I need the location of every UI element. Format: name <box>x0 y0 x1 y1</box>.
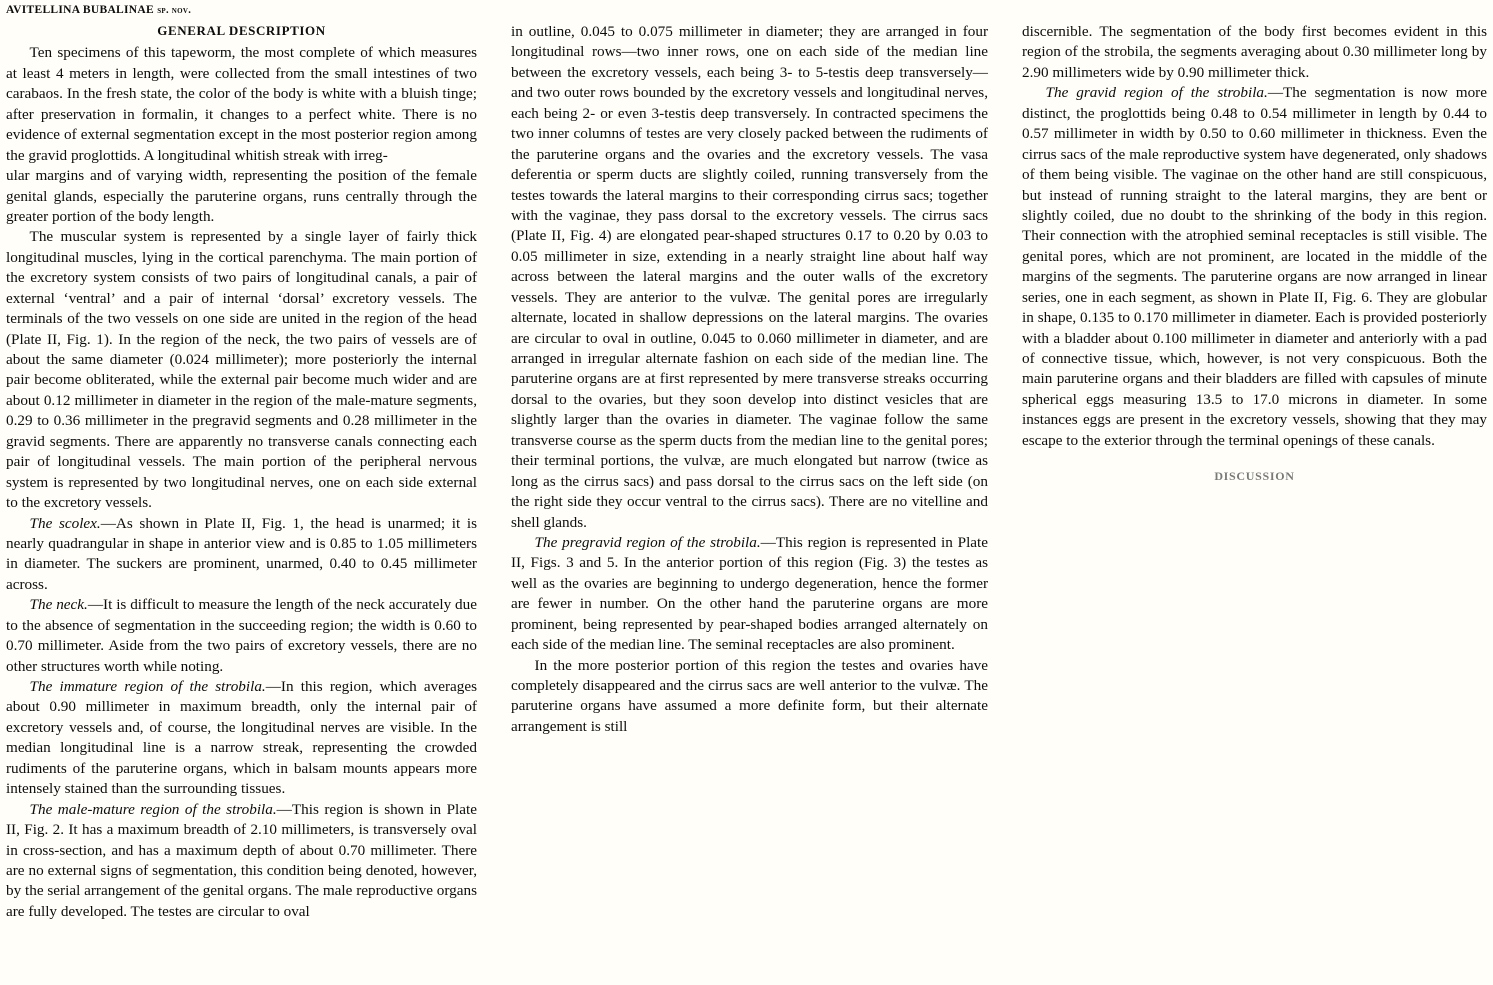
paragraph: in outline, 0.045 to 0.075 millimeter in diameter; they are arranged in four longitudinal rows—two inner rows, one on each side of the median line between the excretory vessels, each being 3- to 5-testis deep transversely—and two outer rows bounded by the excretory vessels and longitudinal nerves, each being 2- or even 3-testis deep transversely. In contracted specimens the two inner columns of testes are very closely packed between the rudiments of the paruterine organs and the ovaries and the excretory vessels. The vasa deferentia or sperm ducts are slightly coiled, running transversely from the testes towards the lateral margins to their corresponding cirrus sacs; together with the vaginae, they pass dorsal to the excretory vessels. The cirrus sacs (Plate II, Fig. 4) are elongated pear-shaped structures 0.17 to 0.20 by 0.03 to 0.05 millimeter in size, extending in a nearly straight line about half way across between the lateral margins and the outer walls of the excretory vessels. They are anterior to the vulvæ. The genital pores are irregularly alternate, located in shallow depressions on the lateral margins. The ovaries are circular to oval in outline, 0.045 to 0.060 millimeter in diameter, and are arranged in irregular alternate fashion on each side of the median line. The paruterine organs are at first represented by mere transverse streaks occurring dorsal to the ovaries, but they soon develop into distinct vesicles that are slightly larger than the ovaries in diameter. The vaginae follow the same transverse course as the sperm ducts from the median line to the genital pores; their terminal portions, the vulvæ, are much elongated but narrow (twice as long as the cirrus sacs) and pass dorsal to the cirrus sacs on the left side (on the right side they occur ventral to the cirrus sacs). There are no vitelline and shell glands. <box>511 23 988 531</box>
term-scolex: The scolex. <box>29 514 101 532</box>
column-1 <box>6 22 477 922</box>
running-head-suffix: sp. nov. <box>157 5 192 16</box>
running-head-species: AVITELLINA BUBALINAE <box>6 4 154 16</box>
running-head <box>6 4 191 16</box>
paragraph <box>6 595 477 677</box>
text-columns <box>6 22 1487 922</box>
discussion-heading: DISCUSSION <box>1214 469 1295 484</box>
paragraph <box>511 533 988 656</box>
paragraph-body: —In this region, which averages about 0.90 millimeter in maximum breadth, only the internal pair of excretory vessels and, of course, the longitudinal nerves are visible. In the median longitudinal line is a narrow streak, representing the crowded rudiments of the paruterine organs, which in balsam mounts appears more intensely stained than the surrounding tissues. <box>6 678 477 798</box>
column-2 <box>511 22 988 922</box>
paragraph-body: —As shown in Plate II, Fig. 1, the head is unarmed; it is nearly quadrangular in shape in anterior view and is 0.85 to 1.05 millimeters in diameter. The suckers are prominent, unarmed, 0.40 to 0.45 millimeter across. <box>6 514 477 593</box>
paragraph: In the more posterior portion of this region the testes and ovaries have completely disappeared and the cirrus sacs are well anterior to the vulvæ. The paruterine organs have assumed a more definite form, but their alternate arrangement is still <box>511 656 988 735</box>
paragraph-body: —This region is shown in Plate II, Fig. 2. It has a maximum breadth of 2.10 millimeters, is transversely oval in cross-section, and has a maximum depth of about 0.70 millimeter. There are no external signs of segmentation, this condition being denoted, however, by the serial arrangement of the genital organs. The male reproductive organs are fully developed. The testes are circular to oval <box>6 800 477 920</box>
term-immature-region: The immature region of the strobila. <box>29 678 266 696</box>
term-gravid-region: The gravid region of the strobila. <box>1045 84 1268 102</box>
term-neck: The neck. <box>29 596 88 614</box>
paragraph: discernible. The segmentation of the body first becomes evident in this region of the strobila, the segments averaging about 0.30 millimeter long by 2.90 millimeters wide by 0.90 millimeter thick. <box>1022 23 1487 81</box>
paragraph-body: —This region is represented in Plate II, Figs. 3 and 5. In the anterior portion of this region (Fig. 3) the testes as well as the ovaries are beginning to undergo degeneration, hence the former are fewer in number. On the other hand the paruterine organs are more prominent, being represented by pear-shaped bodies arranged alternately on each side of the median line. The seminal receptacles are also prominent. <box>511 533 988 654</box>
section-heading: GENERAL DESCRIPTION <box>157 23 326 38</box>
paragraph-body: —The segmentation is now more distinct, the proglottids being 0.48 to 0.54 millimeter in length by 0.44 to 0.57 millimeter in width by 0.50 to 0.60 millimeter in thickness. Even the cirrus sacs of the male reproductive system have degenerated, only shadows of them being visible. The vaginae on the other hand are still conspicuous, but instead of running straight to the lateral margins, they are bent or slightly coiled, due no doubt to the shrinking of the body in this region. Their connection with the atrophied seminal receptacles is still visible. The genital pores, which are not prominent, are located in the middle of the margins of the segments. The paruterine organs are now arranged in linear series, one in each segment, as shown in Plate II, Fig. 6. They are globular in shape, 0.135 to 0.170 millimeter in diameter. Each is provided posteriorly with a bladder about 0.100 millimeter in diameter and anteriorly with a pad of connective tissue, which, however, is not very conspicuous. Both the main paruterine organs and their bladders are filled with capsules of minute spherical eggs measuring 13.5 to 17.0 microns in diameter. In some instances eggs are present in the excretory vessels, showing that they may escape to the exterior through the terminal openings of these canals. <box>1022 84 1487 449</box>
paragraph: ular margins and of varying width, representing the position of the female genital glands, especially the paruterine organs, runs centrally through the greater portion of the body length. <box>6 167 477 225</box>
paragraph <box>6 800 477 923</box>
column-3 <box>1022 22 1487 922</box>
paragraph <box>1022 83 1487 451</box>
paragraph <box>6 677 477 800</box>
paragraph-body: —It is difficult to measure the length of the neck accurately due to the absence of segmentation in the succeeding region; the width is 0.60 to 0.70 millimeter. Aside from the two pairs of excretory vessels, there are no other structures worth while noting. <box>6 596 477 675</box>
term-pregravid-region: The pregravid region of the strobila. <box>534 533 761 551</box>
paragraph <box>6 514 477 596</box>
term-male-mature-region: The male-mature region of the strobila. <box>29 800 277 818</box>
paragraph: Ten specimens of this tapeworm, the most complete of which measures at least 4 meters in length, were collected from the small intestines of two carabaos. In the fresh state, the color of the body is white with a bluish tinge; after preservation in formalin, it changes to a perfect white. There is no evidence of external segmentation except in the most posterior region among the gravid proglottids. A longitudinal whitish streak with irreg- <box>6 44 477 164</box>
paragraph: The muscular system is represented by a single layer of fairly thick longitudinal muscles, lying in the cortical parenchyma. The main portion of the excretory system consists of two pairs of longitudinal canals, a pair of external ‘ventral’ and a pair of internal ‘dorsal’ excretory vessels. The terminals of the two vessels on one side are united in the region of the head (Plate II, Fig. 1). In the region of the neck, the two pairs of vessels are of about the same diameter (0.024 millimeter); more posteriorly the internal pair become obliterated, while the external pair become much wider and are about 0.12 millimeter in diameter in the region of the male-mature segments, 0.29 to 0.36 millimeter in the pregravid segments and 0.28 millimeter in the gravid segments. There are apparently no transverse canals connecting each pair of longitudinal vessels. The main portion of the peripheral nervous system is represented by two longitudinal nerves, one on each side external to the excretory vessels. <box>6 228 477 512</box>
